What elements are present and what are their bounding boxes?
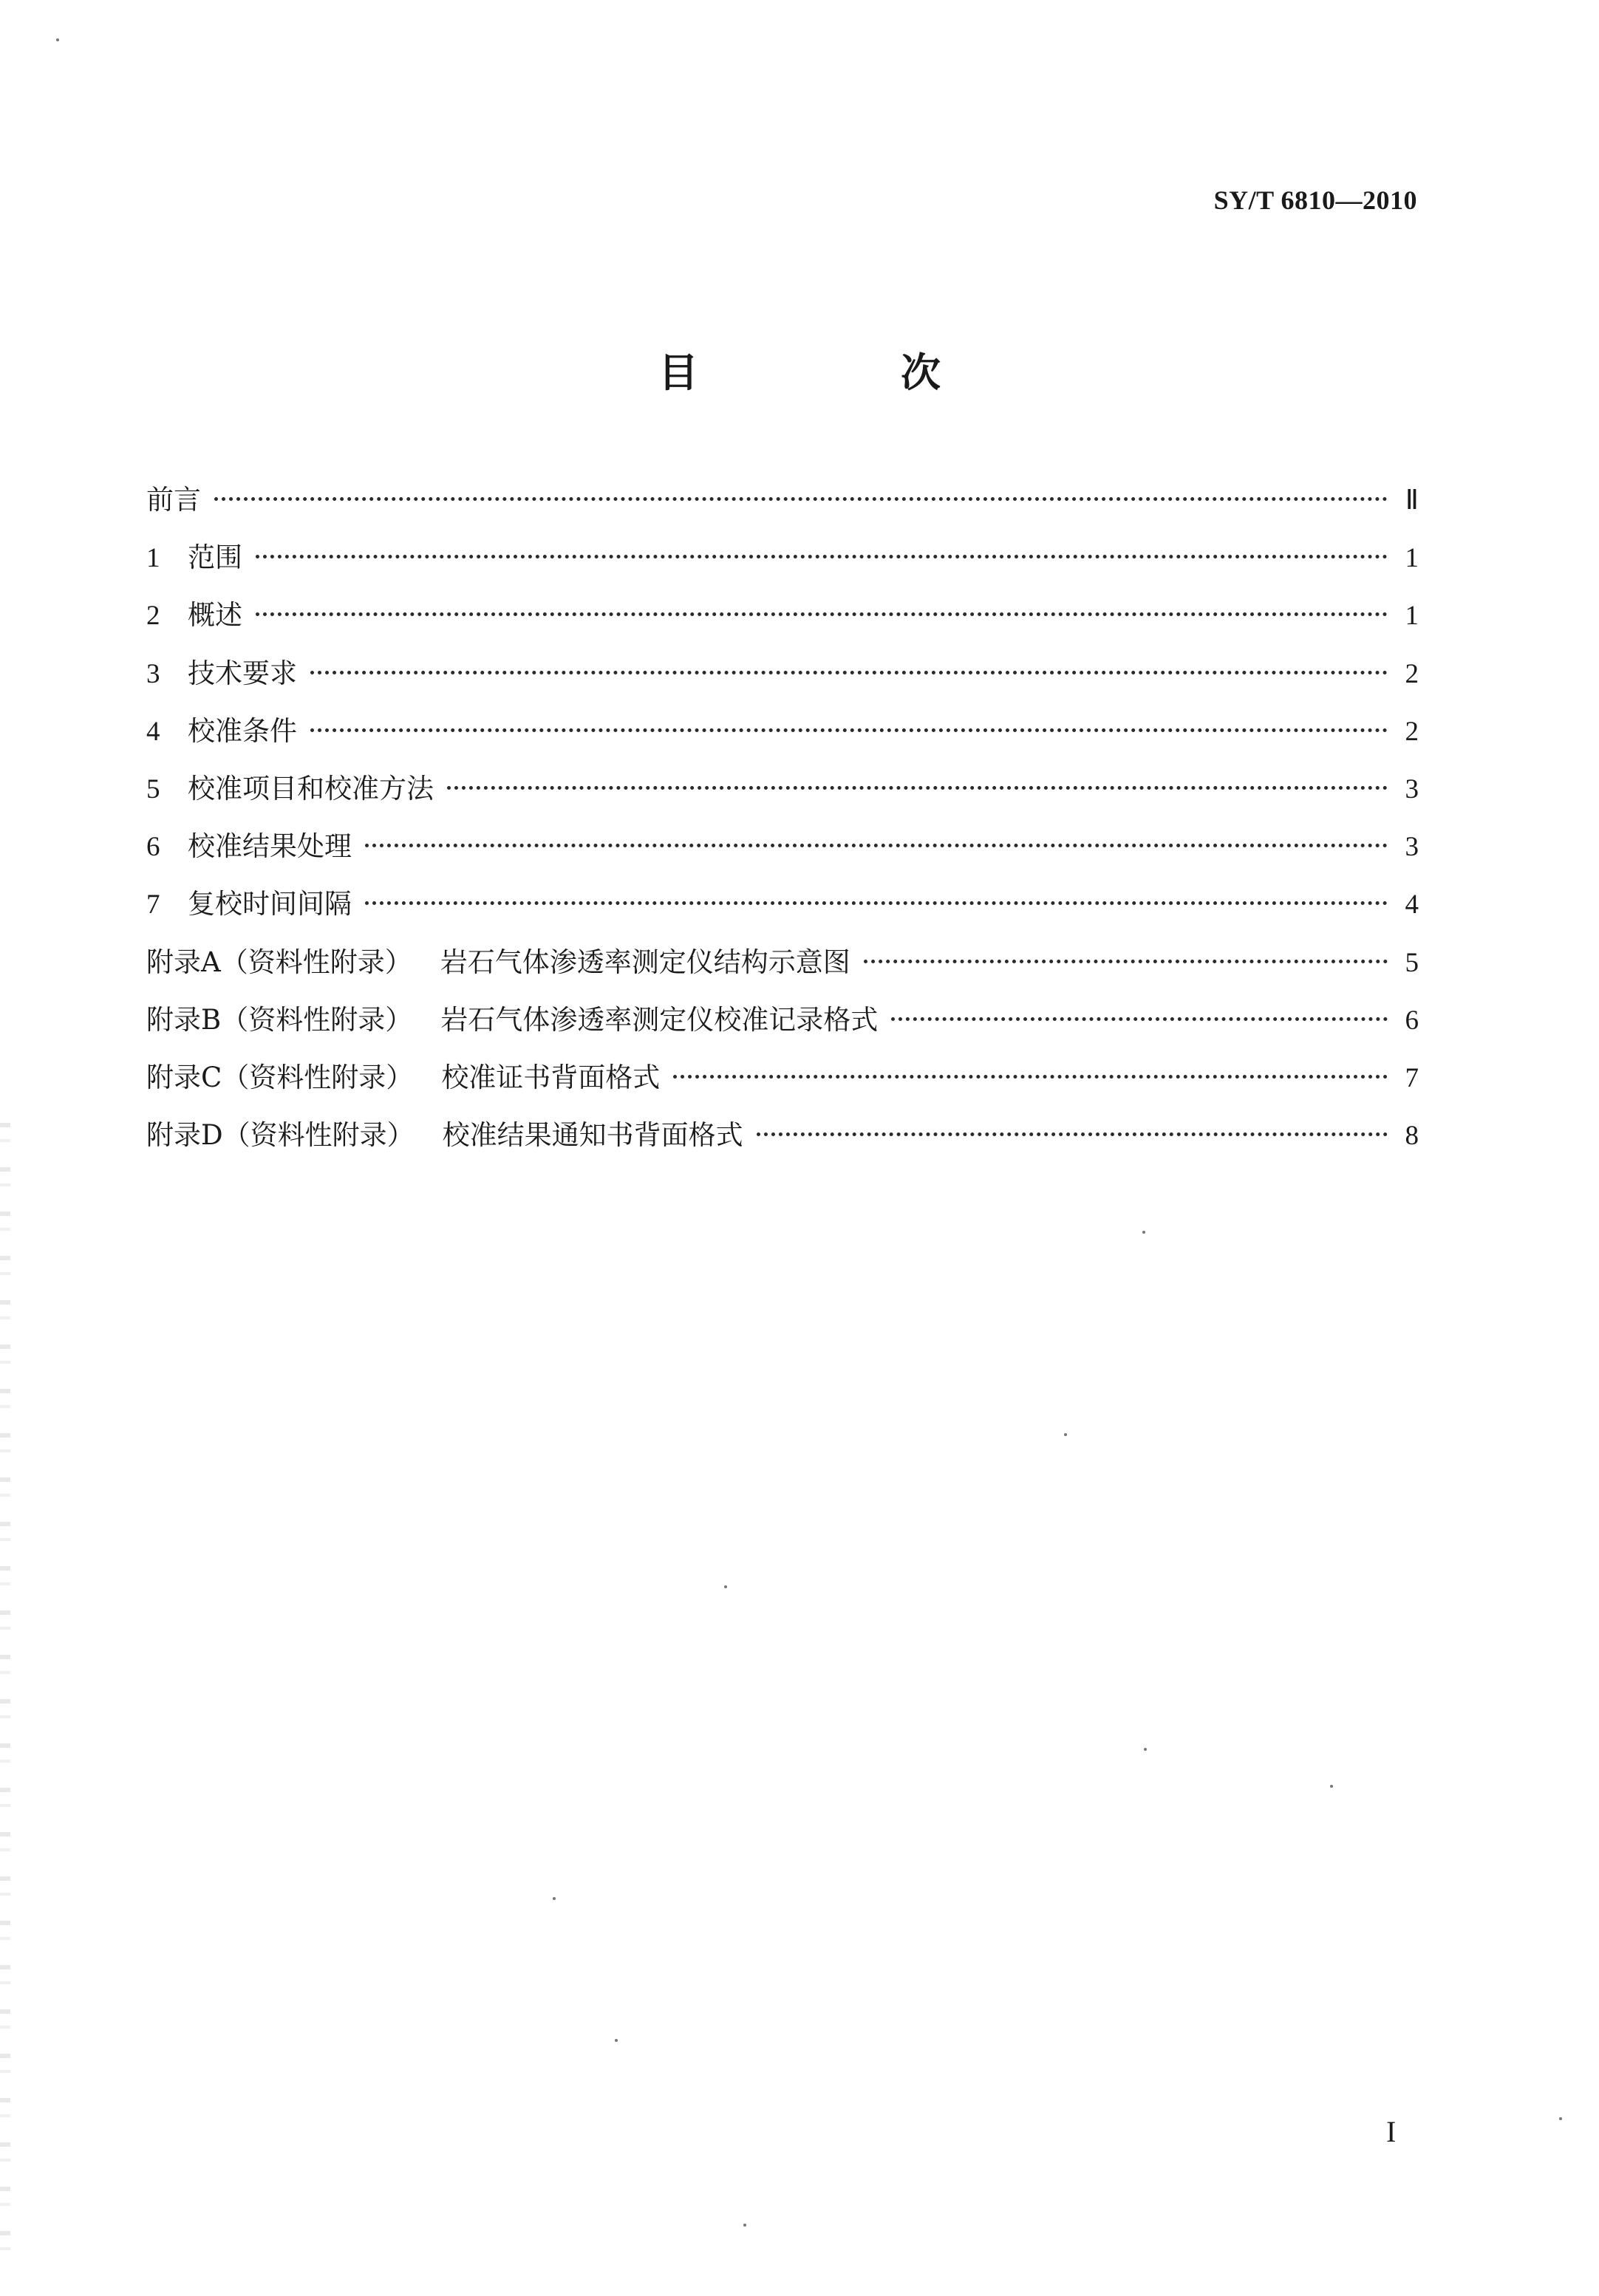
scan-speck [724, 1585, 727, 1588]
toc-entry-prefix: 附录A（资料性附录） [146, 946, 412, 978]
toc-entry-appendix-a[interactable] [146, 944, 1419, 1002]
dot-leader [365, 901, 1388, 905]
toc-entry-label: 校准结果通知书背面格式 [442, 1119, 743, 1152]
scan-speck [553, 1897, 556, 1900]
scan-edge-noise [0, 1123, 10, 2275]
toc-entry-6[interactable] [146, 828, 1419, 886]
toc-entry-appendix-c[interactable] [146, 1059, 1419, 1117]
toc-entry-label: 前言 [146, 484, 201, 516]
toc-entry-number: 5 [146, 773, 160, 804]
toc-entry-number: 1 [146, 543, 160, 574]
toc-entry-page: Ⅱ [1405, 485, 1419, 516]
toc-entry-label: 复校时间间隔 [188, 888, 352, 920]
toc-entry-label: 校准项目和校准方法 [188, 772, 434, 804]
toc-entry-prefix: 附录C（资料性附录） [146, 1061, 414, 1093]
toc-entry-number: 6 [146, 832, 160, 863]
dot-leader [757, 1132, 1388, 1136]
toc-entry-appendix-b[interactable] [146, 1002, 1419, 1059]
toc-entry-2[interactable] [146, 597, 1419, 655]
dot-leader [256, 612, 1388, 616]
toc-entry-number: 4 [146, 716, 160, 747]
toc-entry-number: 7 [146, 889, 160, 920]
toc-entry-4[interactable] [146, 713, 1419, 771]
toc-entry-prefix: 附录D（资料性附录） [146, 1119, 415, 1152]
scan-speck [56, 38, 59, 41]
toc-entry-page: 6 [1405, 1005, 1419, 1036]
dot-leader [214, 497, 1388, 501]
page-title: 目 次 [658, 349, 1022, 396]
toc-entry-label: 岩石气体渗透率测定仪结构示意图 [440, 946, 850, 978]
toc-entry-page: 1 [1405, 543, 1419, 574]
scan-speck [1142, 1231, 1145, 1234]
scan-speck [743, 2224, 746, 2227]
toc-entry-label: 校准条件 [188, 714, 297, 747]
toc-entry-7[interactable] [146, 886, 1419, 943]
toc-entry-number: 2 [146, 601, 160, 632]
toc-entry-prefix: 附录B（资料性附录） [146, 1003, 413, 1036]
toc-entry-page: 5 [1405, 947, 1419, 978]
scan-speck [1330, 1785, 1333, 1788]
toc-entry-foreword[interactable] [146, 482, 1419, 539]
scan-speck [1064, 1433, 1067, 1436]
scan-speck [1559, 2117, 1562, 2120]
toc-entry-label: 技术要求 [188, 657, 297, 689]
dot-leader [256, 555, 1388, 558]
toc-entry-page: 2 [1405, 658, 1419, 689]
toc-entry-page: 3 [1405, 832, 1419, 863]
toc-entry-5[interactable] [146, 771, 1419, 828]
scan-speck [615, 2039, 618, 2042]
dot-leader [891, 1017, 1388, 1021]
toc-entry-1[interactable] [146, 539, 1419, 597]
toc-entry-number: 3 [146, 658, 160, 689]
toc-entry-3[interactable] [146, 655, 1419, 713]
dot-leader [864, 960, 1388, 963]
dot-leader [365, 844, 1388, 847]
toc-entry-page: 2 [1405, 716, 1419, 747]
toc-entry-page: 7 [1405, 1062, 1419, 1093]
toc-entry-page: 1 [1405, 601, 1419, 632]
toc-entry-label: 校准结果处理 [188, 830, 352, 863]
toc-entry-appendix-d[interactable] [146, 1117, 1419, 1175]
toc-entry-label: 校准证书背面格式 [441, 1061, 661, 1093]
dot-leader [673, 1075, 1388, 1079]
page-number: I [1386, 2115, 1397, 2148]
scan-speck [1144, 1748, 1147, 1751]
toc-entry-label: 范围 [188, 541, 242, 574]
toc-entry-page: 4 [1405, 889, 1419, 920]
dot-leader [447, 786, 1388, 790]
toc-entry-label: 概述 [188, 599, 242, 632]
dot-leader [310, 671, 1388, 674]
toc-entry-label: 岩石气体渗透率测定仪校准记录格式 [440, 1003, 879, 1036]
dot-leader [310, 728, 1388, 732]
table-of-contents [146, 482, 1419, 1175]
standard-code: SY/T 6810—2010 [1213, 185, 1417, 215]
toc-entry-page: 8 [1405, 1121, 1419, 1152]
toc-entry-page: 3 [1405, 773, 1419, 804]
